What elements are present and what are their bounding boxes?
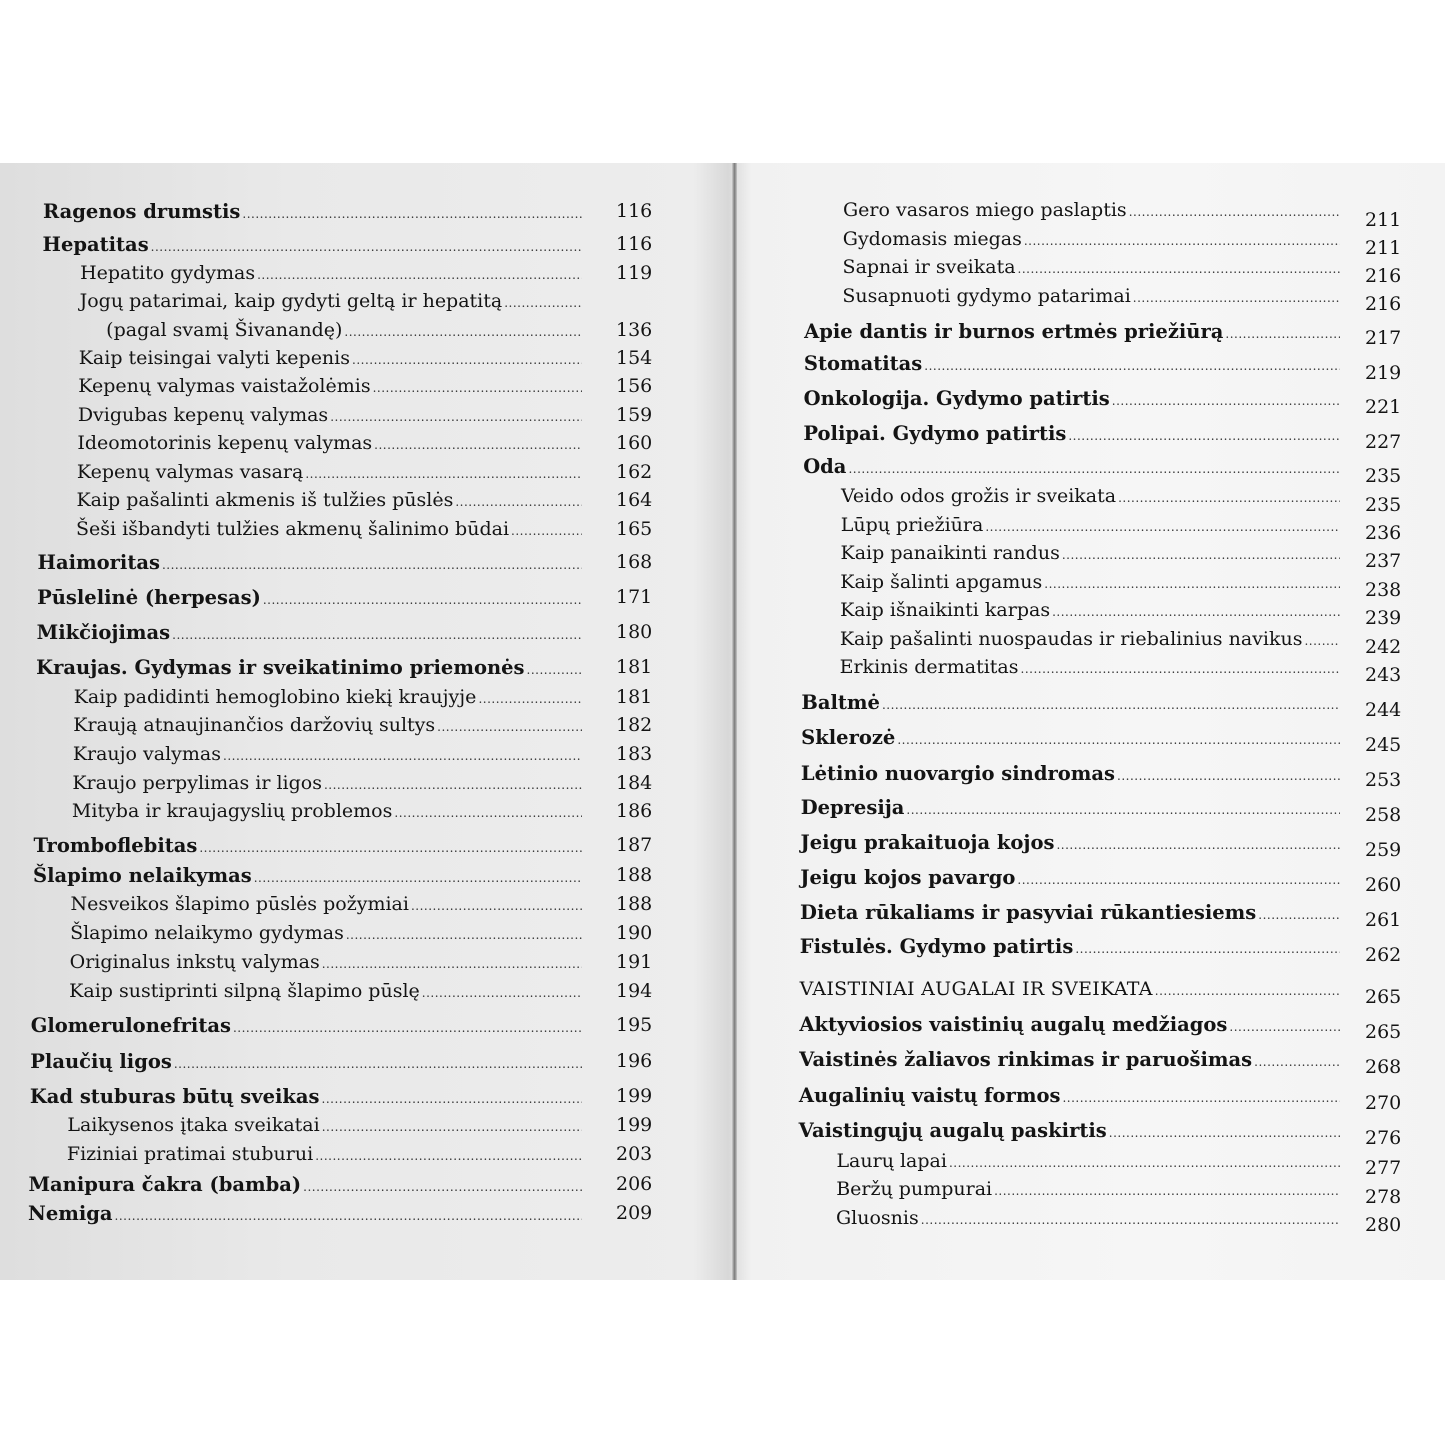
toc-entry [72,743,653,765]
dot-leader [1155,985,1340,997]
toc-entry [28,1173,653,1196]
dot-leader [1068,430,1340,442]
toc-entry-title: Dvigubas kepenų valymas [77,404,329,426]
toc-entry-title: Hepatito gydymas [80,262,256,284]
toc-page-number: 242 [1364,636,1402,658]
toc-entry [800,796,1402,826]
toc-page-number: 268 [1364,1056,1402,1078]
toc-page-number: 164 [615,489,653,511]
toc-entry [799,978,1402,1008]
dot-leader [303,1181,582,1193]
toc-entry [78,375,653,397]
toc-entry [799,1048,1402,1078]
toc-entry [842,285,1402,315]
toc-entry [843,199,1402,231]
dot-leader [1044,578,1340,590]
toc-entry [800,901,1402,931]
dot-leader [921,1214,1340,1226]
toc-entry-title: Haimoritas [37,551,160,574]
toc-page-number: 171 [615,586,653,608]
toc-page-number: 199 [615,1114,653,1136]
toc-entry [76,461,653,483]
toc-entry [76,518,653,540]
dot-leader [172,629,582,641]
toc-entry [839,656,1402,686]
toc-page-number: 258 [1364,804,1402,826]
toc-entry [836,1150,1402,1179]
toc-entry [73,714,653,736]
toc-entry-title: Onkologija. Gydymo patirtis [803,387,1110,410]
toc-page-number: 199 [615,1085,653,1107]
dot-leader [174,1058,582,1070]
toc-entry [77,432,653,454]
dot-leader [242,208,582,220]
toc-entry-title: Šlapimo nelaikymo gydymas [70,922,344,944]
toc-entry [69,951,653,973]
toc-entry-title: Ideomotorinis kepenų valymas [77,432,373,454]
toc-entry [28,1202,653,1225]
dot-leader [848,463,1340,475]
toc-entry-title: Fistulės. Gydymo patirtis [799,935,1074,958]
toc-entry-title: Stomatitas [803,352,923,375]
toc-entry [800,831,1402,861]
dot-leader [373,382,582,394]
toc-page-number: 261 [1364,909,1402,931]
toc-page-number: 280 [1365,1214,1402,1236]
toc-entry-title: Jogų patarimai, kaip gydyti geltą ir hepatitą [79,290,503,312]
toc-page-number: 211 [1365,209,1402,231]
toc-entry-title: Nesveikos šlapimo pūslės požymiai [70,893,409,915]
toc-entry [799,1013,1402,1043]
dot-leader [324,779,582,791]
toc-entry-title: Pūslelinė (herpesas) [37,586,261,609]
toc-entry [36,656,653,679]
dot-leader [322,1121,582,1133]
dot-leader [322,1093,582,1105]
toc-entry [803,387,1402,418]
dot-leader [1133,292,1340,304]
toc-entry-title: Augalinių vaistų formos [798,1084,1061,1107]
toc-entry-title: Gluosnis [836,1207,919,1229]
toc-entry-title: Kad stuburas būtų sveikas [29,1085,320,1108]
dot-leader [394,807,582,819]
toc-entry-title: (pagal svamį Šivanandę) [106,319,343,341]
dot-leader [897,734,1340,746]
toc-page-number: 243 [1364,664,1402,686]
toc-entry-title: Kaip padidinti hemoglobino kiekį kraujyje [73,686,477,708]
toc-entry [798,1119,1402,1149]
dot-leader [254,872,582,884]
toc-entry [80,292,585,311]
toc-page-number: 244 [1364,699,1402,721]
toc-entry [71,800,653,822]
toc-entry-title: Kepenų valymas vaistažolėmis [78,375,371,397]
toc-page-number: 159 [615,404,653,426]
toc-entry-title: Kaip teisingai valyti kepenis [78,347,350,369]
toc-page-number: 277 [1364,1157,1402,1179]
toc-entry [33,834,653,857]
dot-leader [422,987,582,999]
dot-leader [263,594,582,606]
toc-entry [70,922,653,944]
toc-entry [842,228,1402,259]
dot-leader [1062,549,1340,561]
toc-entry-title: Nemiga [28,1202,113,1225]
toc-entry-title: Susapnuoti gydymo patarimai [842,285,1131,307]
toc-entry [840,542,1402,572]
toc-page-number: 160 [615,432,653,454]
toc-entry [840,599,1402,629]
dot-leader [527,664,582,676]
toc-entry [29,1085,653,1108]
toc-entry-title: Polipai. Gydymo patirtis [803,422,1067,445]
toc-entry [840,514,1402,544]
dot-leader [1112,395,1340,407]
toc-entry-title: Gydomasis miegas [842,228,1022,250]
toc-entry-title: Šeši išbandyti tulžies akmenų šalinimo būdai [76,518,510,540]
dot-leader [1017,874,1340,886]
toc-page-number: 187 [615,834,653,856]
toc-page-number: 181 [615,686,653,708]
dot-leader [1021,663,1340,675]
toc-page-number: 168 [615,551,653,573]
dot-leader [1075,943,1340,955]
dot-leader [411,900,582,912]
toc-entry [839,628,1402,658]
toc-entry-title: Lėtinio nuovargio sindromas [800,762,1115,785]
dot-leader [322,958,582,970]
toc-entry-title: Vaistingųjų augalų paskirtis [798,1119,1107,1142]
dot-leader [455,496,582,508]
toc-entry-title: Laikysenos įtaka sveikatai [67,1114,320,1136]
dot-leader [1109,1127,1340,1139]
toc-page-number: 191 [615,951,653,973]
dot-leader [374,439,582,451]
toc-entry-title: Vaistinės žaliavos rinkimas ir paruošimas [799,1048,1253,1071]
toc-page-number: 194 [615,980,653,1002]
dot-leader [1258,909,1340,921]
toc-page-number: 216 [1364,293,1402,315]
toc-entry [69,980,653,1002]
toc-entry-title: Kaip pašalinti akmenis iš tulžies pūslės [76,489,454,511]
toc-entry [76,489,653,511]
toc-page-number: 162 [615,461,653,483]
toc-page-number: 236 [1364,522,1402,544]
toc-entry [803,455,1402,487]
dot-leader [1024,235,1340,247]
toc-entry-title: Kaip panaikinti randus [840,542,1060,564]
toc-entry-title: Fiziniai pratimai stuburui [66,1143,314,1165]
toc-page-number: 262 [1364,944,1402,966]
toc-entry [836,1207,1402,1236]
toc-entry-title: Ragenos drumstis [43,200,241,223]
toc-entry [78,347,653,369]
toc-page-number: 235 [1364,494,1402,516]
toc-entry [798,1084,1402,1114]
dot-leader [1254,1056,1340,1068]
toc-entry-title: Plaučių ligos [30,1050,172,1073]
toc-entry-title: Dieta rūkaliams ir pasyviai rūkantiesiems [800,901,1257,924]
toc-entry-title: Manipura čakra (bamba) [28,1173,302,1196]
left-page-contents [0,163,732,1280]
toc-entry-title: Sapnai ir sveikata [842,256,1016,278]
toc-entry [840,571,1402,601]
dot-leader [1117,770,1340,782]
toc-page-number: 260 [1364,874,1402,896]
dot-leader [151,241,582,253]
toc-entry [803,352,1402,384]
toc-entry-title: VAISTINIAI AUGALAI IR SVEIKATA [799,978,1153,1000]
toc-entry [840,485,1402,516]
toc-entry-title: Kaip pašalinti nuospaudas ir riebalinius navikus [839,628,1303,650]
dot-leader [985,521,1340,533]
dot-leader [305,468,582,480]
toc-entry [42,233,653,256]
dot-leader [257,269,582,281]
toc-entry-title: Sklerozė [801,726,896,749]
dot-leader [233,1022,582,1034]
toc-page-number: 136 [615,319,653,341]
toc-entry-title: Aktyviosios vaistinių augalų medžiagos [799,1013,1228,1036]
dot-leader [1304,635,1340,647]
toc-entry [36,621,653,644]
toc-page-number: 184 [615,772,653,794]
toc-entry-title: Apie dantis ir burnos ertmės priežiūrą [804,320,1224,343]
dot-leader [1062,1092,1340,1104]
dot-leader [994,1185,1340,1197]
toc-entry [801,726,1402,756]
dot-leader [906,804,1340,816]
toc-entry-title: Kraujas. Gydymas ir sveikatinimo priemonės [36,656,525,679]
toc-entry-title: Kaip šalinti apgamus [840,571,1043,593]
toc-page-number: 195 [615,1014,653,1036]
toc-entry [842,256,1402,287]
dot-leader [504,297,582,309]
toc-entry [72,772,653,794]
toc-page-number: 186 [615,800,653,822]
dot-leader [330,411,582,423]
toc-page-number: 196 [615,1050,653,1072]
toc-entry [799,935,1402,966]
dot-leader [1056,839,1340,851]
toc-entry [80,262,653,284]
dot-leader [223,750,582,762]
toc-page-number: 119 [615,262,653,284]
dot-leader [115,1210,582,1222]
right-page-contents [737,163,1445,1280]
toc-entry [67,1114,653,1136]
dot-leader [1052,606,1340,618]
toc-entry-title: Glomerulonefritas [30,1014,231,1037]
toc-page-number: 209 [616,1202,653,1224]
toc-entry [800,866,1402,896]
toc-page-number: 181 [615,656,653,678]
toc-entry [30,1014,653,1037]
toc-page-number: 154 [615,347,653,369]
toc-entry-title: Laurų lapai [836,1150,947,1172]
toc-entry-title: Kraujo perpylimas ir ligos [72,772,322,794]
toc-entry [37,551,653,574]
toc-page-number: 183 [615,743,653,765]
toc-page-number: 190 [615,922,653,944]
toc-entry [37,586,653,609]
toc-entry [33,864,653,887]
toc-entry [801,691,1402,721]
toc-page-number: 116 [616,200,653,222]
toc-entry [803,422,1402,453]
toc-entry-title: Mityba ir kraujagyslių problemos [71,800,393,822]
toc-page-number: 203 [615,1143,653,1165]
dot-leader [199,842,582,854]
dot-leader [478,693,582,705]
toc-page-number: 206 [615,1173,653,1195]
toc-entry-title: Hepatitas [42,233,149,256]
dot-leader [352,354,582,366]
toc-entry [77,404,653,426]
toc-page-number: 182 [615,714,653,736]
toc-page-number: 278 [1364,1186,1402,1208]
toc-page-number: 238 [1364,579,1402,601]
toc-entry [30,1050,653,1073]
toc-entry-title: Jeigu prakaituoja kojos [800,831,1055,854]
dot-leader [1129,206,1340,218]
toc-page-number: 217 [1364,327,1402,349]
toc-page-number: 219 [1364,362,1402,384]
dot-leader [1225,328,1340,340]
toc-entry [804,320,1402,349]
toc-entry-title: Depresija [800,796,905,819]
dot-leader [511,525,582,537]
toc-entry-title: Kepenų valymas vasarą [76,461,304,483]
toc-page-number: 235 [1364,465,1402,487]
toc-entry-title: Šlapimo nelaikymas [33,864,252,887]
toc-entry-title: Erkinis dermatitas [839,656,1019,678]
dot-leader [346,929,582,941]
toc-page-number: 221 [1364,396,1402,418]
toc-entry-title: Jeigu kojos pavargo [800,866,1016,889]
toc-entry-title: Mikčiojimas [36,621,171,644]
toc-entry-title: Kraujo valymas [72,743,221,765]
dot-leader [1018,263,1340,275]
toc-page-number: 227 [1364,431,1402,453]
toc-page-number: 265 [1364,1021,1402,1043]
toc-page-number: 253 [1364,769,1402,791]
toc-entry [66,1143,653,1165]
toc-page-number: 239 [1364,607,1402,629]
toc-entry-title: Oda [803,455,847,478]
toc-page-number: 237 [1364,550,1402,572]
dot-leader [344,326,582,338]
toc-page-number: 276 [1364,1127,1402,1149]
dot-leader [882,699,1340,711]
dot-leader [1118,492,1340,504]
toc-entry-title: Tromboflebitas [33,834,198,857]
toc-entry [70,893,653,915]
toc-page-number: 216 [1364,265,1402,287]
toc-entry [800,762,1402,791]
toc-entry-title: Kaip sustiprinti silpną šlapimo pūslę [69,980,420,1002]
toc-page-number: 270 [1364,1092,1402,1114]
toc-entry [73,686,653,708]
toc-page-number: 188 [615,893,653,915]
toc-entry [836,1178,1402,1208]
toc-page-number: 156 [615,375,653,397]
toc-entry [43,200,653,223]
dot-leader [924,360,1340,372]
toc-entry-title: Kaip išnaikinti karpas [840,599,1051,621]
toc-entry-title: Gero vasaros miego paslaptis [843,199,1127,221]
dot-leader [162,559,582,571]
dot-leader [1229,1021,1340,1033]
toc-page-number: 211 [1364,237,1402,259]
toc-entry-title: Kraują atnaujinančios daržovių sultys [73,714,436,736]
toc-entry [106,319,653,341]
toc-page-number: 116 [615,233,653,255]
toc-page-number: 245 [1364,734,1402,756]
toc-entry-title: Baltmė [801,691,880,714]
book-spread [0,163,1445,1280]
toc-page-number: 265 [1364,986,1402,1008]
toc-entry-title: Beržų pumpurai [836,1178,993,1200]
toc-entry-title: Veido odos grožis ir sveikata [840,485,1117,507]
toc-entry-title: Lūpų priežiūra [840,514,984,536]
toc-page-number: 188 [616,864,653,886]
toc-page-number: 180 [615,621,653,643]
dot-leader [437,721,582,733]
toc-page-number: 259 [1364,839,1402,861]
dot-leader [315,1150,582,1162]
toc-entry-title: Originalus inkstų valymas [69,951,320,973]
dot-leader [949,1157,1340,1169]
toc-page-number: 165 [616,518,653,540]
